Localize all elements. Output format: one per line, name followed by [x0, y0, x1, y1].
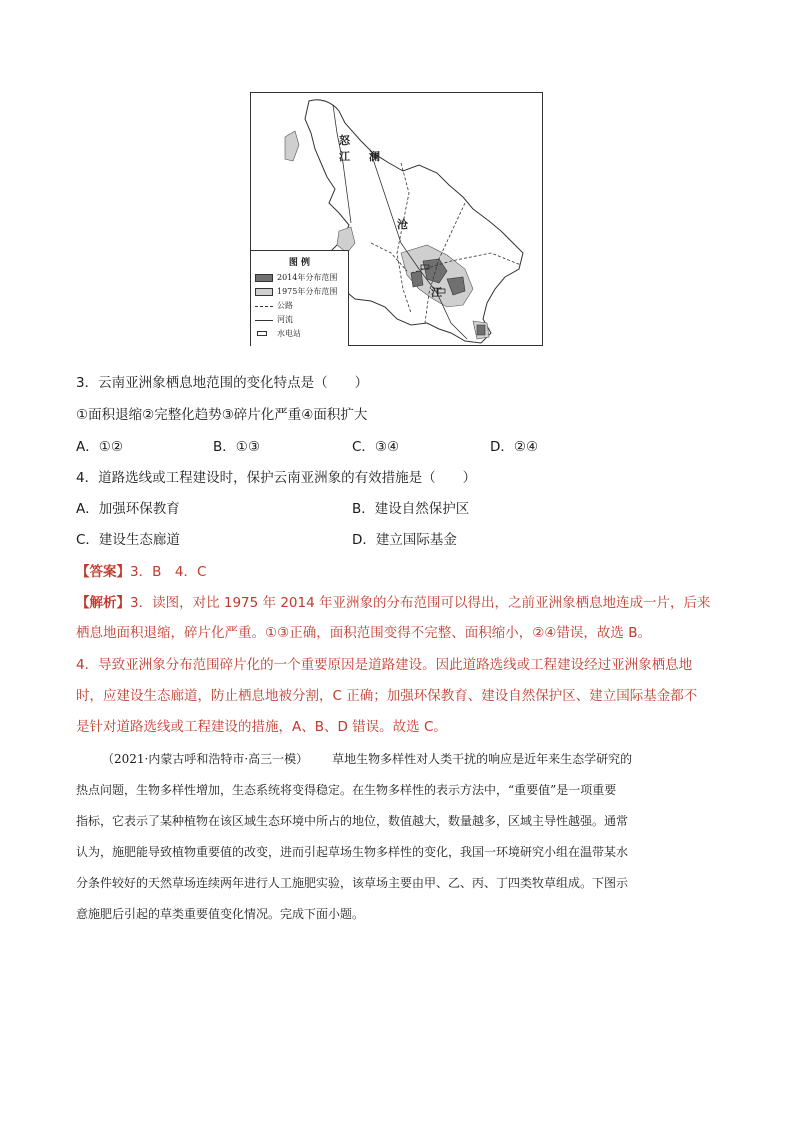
passage-line-6: 意施肥后引起的草类重要值变化情况。完成下面小题。: [76, 907, 365, 921]
road-line-icon: [255, 306, 273, 307]
q3-option-c[interactable]: C．③④: [352, 439, 400, 455]
analysis-line-3: 4．导致亚洲象分布范围碎片化的一个重要原因是道路建设。因此道路选线或工程建设经过亚洲象栖息地: [76, 657, 693, 673]
answer-tag: 【答案】: [76, 564, 130, 580]
q3-option-b[interactable]: B．①③: [213, 439, 260, 455]
answer-line: [76, 562, 206, 582]
analysis-line-1: 【解析】3．读图，对比 1975 年 2014 年亚洲象的分布范围可以得出，之前亚洲象栖息地连成一片，后来: [76, 595, 711, 611]
label-cang: 沧: [397, 218, 408, 231]
label-lan: 澜: [369, 150, 380, 163]
passage-line-2: 热点问题，生物多样性增加，生态系统将变得稳定。在生物多样性的表示方法中，“重要值”是一项重要: [76, 783, 617, 797]
analysis-line-5: 是针对道路选线或工程建设的措施，A、B、D 错误。故选 C。: [76, 719, 447, 735]
q4-option-a[interactable]: A．加强环保教育: [76, 501, 180, 517]
label-jiang-1: 江: [339, 150, 350, 163]
analysis-line-2: 栖息地面积退缩，碎片化严重。①③正确，面积范围变得不完整、面积缩小，②④错误，故选 B。: [76, 625, 651, 641]
q3-stem: 3．云南亚洲象栖息地范围的变化特点是（ ）: [76, 375, 369, 391]
passage-line-1: （2021·内蒙古呼和浩特市·高三一模） 草地生物多样性对人类干扰的响应是近年来生态学研究的: [102, 752, 633, 766]
analysis-line-4: 时，应建设生态廊道，防止栖息地被分割，C 正确；加强环保教育、建设自然保护区、建立国际基金都不: [76, 688, 698, 704]
analysis-tag: 【解析】: [76, 595, 130, 611]
range-1975-patch: [285, 131, 299, 161]
q3-statements: ①面积退缩②完整化趋势③碎片化严重④面积扩大: [76, 407, 368, 423]
legend-swatch-2014: [255, 274, 273, 282]
q4-option-b[interactable]: B．建设自然保护区: [352, 501, 470, 517]
label-jiang-2: 江: [431, 286, 442, 299]
q4-stem: 4．道路选线或工程建设时，保护云南亚洲象的有效措施是（ ）: [76, 470, 477, 486]
legend-title: 图 例: [288, 258, 311, 268]
label-nu: 怒: [339, 134, 350, 147]
map-figure: [250, 92, 543, 346]
map-legend: 图 例 2014年分布范围 1975年分布范围 公路 河流 水电站: [251, 250, 349, 346]
range-2014-patch: [411, 271, 423, 287]
q3-option-d[interactable]: D．②④: [490, 439, 539, 455]
passage-line-5: 分条件较好的天然草场连续两年进行人工施肥实验，该草场主要由甲、乙、丙、丁四类牧草组成。下图示: [76, 876, 629, 890]
passage-line-3: 指标，它表示了某种植物在该区域生态环境中所占的地位，数值越大，数量越多，区域主导性越强。通常: [76, 814, 629, 828]
q3-option-a[interactable]: A．①②: [76, 439, 123, 455]
range-2014-patch: [477, 325, 485, 335]
passage-source: （2021·内蒙古呼和浩特市·高三一模）: [102, 752, 309, 766]
q4-option-d[interactable]: D．建立国际基金: [352, 532, 457, 548]
hydropower-station-icon: [257, 331, 267, 336]
passage-line-4: 认为，施肥能导致植物重要值的改变，进而引起草场生物多样性的变化，我国一环境研究小组在温带某水: [76, 845, 629, 859]
passage: [76, 744, 720, 930]
legend-swatch-1975: [255, 288, 273, 296]
q4-option-c[interactable]: C．建设生态廊道: [76, 532, 180, 548]
river-line-icon: [255, 320, 273, 321]
answer-text: 3．B 4．C: [130, 564, 207, 580]
